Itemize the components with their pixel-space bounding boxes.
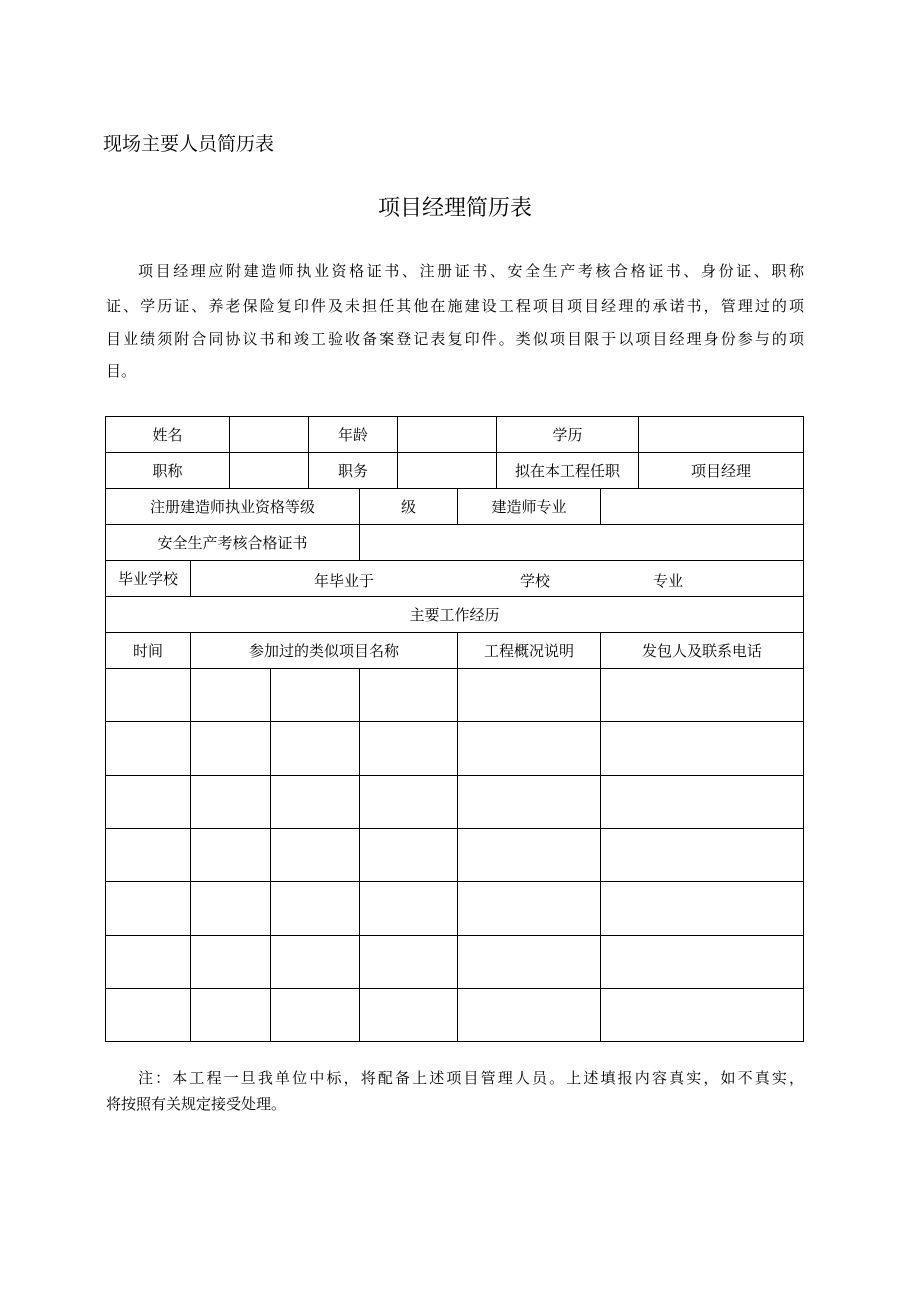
history-cell[interactable] (600, 775, 804, 829)
history-cell[interactable] (190, 828, 271, 882)
history-cell[interactable] (359, 828, 458, 882)
history-cell[interactable] (270, 775, 360, 829)
history-cell[interactable] (190, 935, 271, 989)
history-cell[interactable] (457, 775, 601, 829)
document-title: 项目经理简历表 (377, 196, 532, 221)
history-cell[interactable] (270, 935, 360, 989)
history-cell[interactable] (359, 881, 458, 936)
age-label: 年龄 (308, 416, 398, 453)
work-history-header: 主要工作经历 (105, 596, 804, 633)
major-text: 专业 (652, 572, 684, 590)
name-label: 姓名 (105, 416, 230, 453)
intro-line: 目业绩须附合同协议书和竣工验收备案登记表复印件。类似项目限于以项目经理身份参与的项 (106, 330, 804, 348)
education-label: 学历 (496, 416, 639, 453)
school-label: 毕业学校 (105, 560, 191, 597)
column-header-overview: 工程概况说明 (457, 632, 601, 669)
history-cell[interactable] (270, 828, 360, 882)
proposed-role-value: 项目经理 (638, 452, 804, 489)
name-field[interactable] (229, 416, 309, 453)
position-label: 职务 (308, 452, 398, 489)
intro-line: 目。 (106, 362, 137, 380)
history-cell[interactable] (270, 988, 360, 1042)
history-cell[interactable] (359, 668, 458, 722)
history-cell[interactable] (105, 721, 191, 776)
education-field[interactable] (638, 416, 804, 453)
history-cell[interactable] (359, 988, 458, 1042)
history-cell[interactable] (105, 668, 191, 722)
note-line: 将按照有关规定接受处理。 (106, 1095, 287, 1113)
column-header-time: 时间 (105, 632, 191, 669)
history-cell[interactable] (190, 775, 271, 829)
history-cell[interactable] (190, 668, 271, 722)
history-cell[interactable] (600, 935, 804, 989)
history-cell[interactable] (105, 828, 191, 882)
age-field[interactable] (397, 416, 497, 453)
history-cell[interactable] (457, 881, 601, 936)
history-cell[interactable] (105, 881, 191, 936)
history-cell[interactable] (105, 775, 191, 829)
history-cell[interactable] (105, 988, 191, 1042)
constructor-grade-field: 级 (359, 488, 458, 525)
grad-year-text: 年毕业于 (313, 572, 375, 590)
intro-line: 证、学历证、养老保险复印件及未担任其他在施建设工程项目项目经理的承诺书，管理过的项 (106, 297, 804, 315)
history-cell[interactable] (600, 668, 804, 722)
history-cell[interactable] (600, 988, 804, 1042)
column-header-project: 参加过的类似项目名称 (190, 632, 458, 669)
history-cell[interactable] (457, 935, 601, 989)
title-field[interactable] (229, 452, 309, 489)
history-cell[interactable] (190, 988, 271, 1042)
school-text: 学校 (519, 572, 551, 590)
history-cell[interactable] (190, 881, 271, 936)
history-cell[interactable] (600, 881, 804, 936)
history-cell[interactable] (600, 721, 804, 776)
history-cell[interactable] (270, 668, 360, 722)
proposed-role-label: 拟在本工程任职 (496, 452, 639, 489)
constructor-specialty-field[interactable] (600, 488, 804, 525)
constructor-specialty-label: 建造师专业 (457, 488, 601, 525)
position-field[interactable] (397, 452, 497, 489)
intro-line: 项目经理应附建造师执业资格证书、注册证书、安全生产考核合格证书、身份证、职称 (138, 262, 804, 280)
history-cell[interactable] (270, 721, 360, 776)
history-cell[interactable] (457, 828, 601, 882)
school-field[interactable] (190, 560, 804, 597)
history-cell[interactable] (270, 881, 360, 936)
history-cell[interactable] (600, 828, 804, 882)
history-cell[interactable] (359, 775, 458, 829)
constructor-grade-label: 注册建造师执业资格等级 (105, 488, 360, 525)
section-title: 现场主要人员简历表 (103, 133, 275, 155)
note-line: 注：本工程一旦我单位中标，将配备上述项目管理人员。上述填报内容真实，如不真实， (138, 1069, 804, 1087)
history-cell[interactable] (105, 935, 191, 989)
history-cell[interactable] (457, 988, 601, 1042)
safety-cert-label: 安全生产考核合格证书 (105, 524, 360, 561)
history-cell[interactable] (359, 935, 458, 989)
column-header-contact: 发包人及联系电话 (600, 632, 804, 669)
safety-cert-field[interactable] (359, 524, 804, 561)
history-cell[interactable] (457, 668, 601, 722)
history-cell[interactable] (359, 721, 458, 776)
history-cell[interactable] (457, 721, 601, 776)
history-cell[interactable] (190, 721, 271, 776)
title-label: 职称 (105, 452, 230, 489)
